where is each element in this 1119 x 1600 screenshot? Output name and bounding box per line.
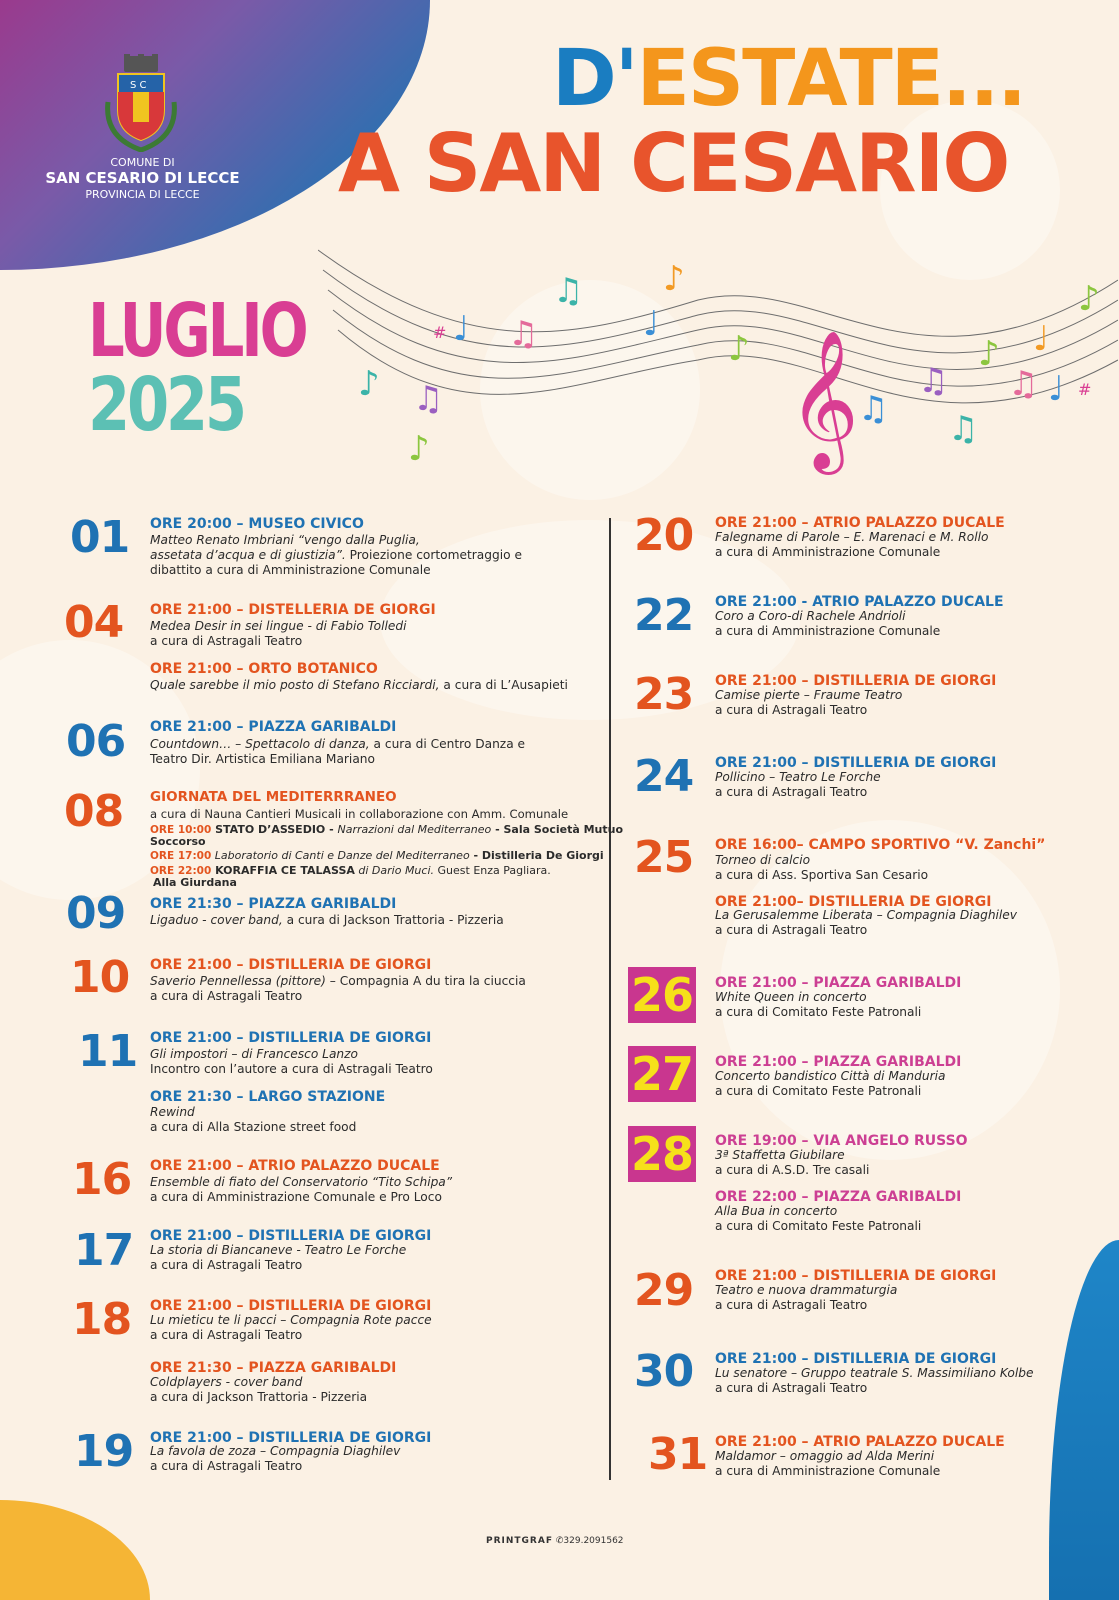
event-title: Camise pierte – Fraume Teatro	[715, 688, 903, 702]
event-organizer: a cura di Astragali Teatro	[150, 1258, 303, 1272]
event-heading: ORE 21:00 – DISTILLERIA DE GIORGI	[715, 1351, 997, 1367]
event-organizer: a cura di Amministrazione Comunale	[715, 624, 941, 638]
event-subline: Soccorso	[150, 835, 206, 848]
event-heading: ORE 21:00 – ORTO BOTANICO	[150, 661, 378, 677]
town-name: SAN CESARIO DI LECCE	[45, 169, 240, 187]
event-organizer: a cura di Astragali Teatro	[715, 1298, 868, 1312]
day-highlight-box	[628, 967, 696, 1023]
event-text: assetata d’acqua e di giustizia”. Proiezione cortometraggio e	[150, 548, 522, 562]
province-name: PROVINCIA DI LECCE	[85, 188, 200, 201]
day-number: 30	[634, 1346, 694, 1397]
event-title: Concerto bandistico Città di Manduria	[715, 1069, 946, 1083]
day-number: 08	[64, 786, 124, 837]
event-title: Coldplayers - cover band	[150, 1375, 303, 1389]
event-heading: ORE 19:00 – VIA ANGELO RUSSO	[715, 1133, 968, 1149]
event-heading: ORE 21:00 – ATRIO PALAZZO DUCALE	[715, 1434, 1005, 1450]
day-number: 10	[70, 952, 130, 1003]
event-title: Lu mieticu te li pacci – Compagnia Rote pacce	[150, 1313, 432, 1327]
event-heading: ORE 21:00 – PIAZZA GARIBALDI	[150, 719, 397, 735]
event-title: Pollicino – Teatro Le Forche	[715, 770, 881, 784]
day-number: 18	[72, 1294, 132, 1345]
music-staff-decoration	[318, 240, 1118, 490]
event-subline: ORE 17:00 Laboratorio di Canti e Danze del Mediterraneo - Distilleria De Giorgi	[150, 849, 604, 862]
event-title: Medea Desir in sei lingue - di Fabio Tolledi	[150, 619, 407, 633]
music-note-icon: ♩	[643, 304, 660, 344]
music-note-icon: ♩	[1048, 369, 1065, 409]
day-number: 11	[78, 1026, 138, 1077]
event-heading: ORE 21:30 – PIAZZA GARIBALDI	[150, 1360, 397, 1376]
event-title: Gli impostori – di Francesco Lanzo	[150, 1047, 358, 1061]
music-note-icon: ♩	[453, 309, 470, 349]
day-number: 06	[66, 716, 126, 767]
event-title: Matteo Renato Imbriani “vengo dalla Puglia,	[150, 533, 420, 547]
event-organizer: Incontro con l’autore a cura di Astragali Teatro	[150, 1062, 433, 1076]
event-heading: ORE 21:00 – DISTELLERIA DE GIORGI	[150, 602, 436, 618]
printer-credit: PRINTGRAF ✆329.2091562	[486, 1536, 624, 1546]
event-subline: Alla Giurdana	[153, 876, 237, 889]
music-note-icon: ♫	[948, 409, 979, 449]
sharp-icon: #	[1078, 380, 1092, 399]
event-heading: ORE 20:00 – MUSEO CIVICO	[150, 516, 364, 532]
event-heading: ORE 21:00 – ATRIO PALAZZO DUCALE	[150, 1158, 440, 1174]
corner-blue-decoration	[1049, 1240, 1119, 1600]
corner-yellow-decoration	[0, 1500, 150, 1600]
event-organizer: dibattito a cura di Amministrazione Comunale	[150, 563, 431, 577]
event-heading: ORE 21:00 – DISTILLERIA DE GIORGI	[715, 1268, 997, 1284]
event-heading: ORE 21:00 - ATRIO PALAZZO DUCALE	[715, 594, 1004, 610]
event-title: 3ª Staffetta Giubilare	[715, 1148, 845, 1162]
day-number: 25	[634, 832, 694, 883]
day-number: 16	[72, 1154, 132, 1205]
event-heading: ORE 21:30 – LARGO STAZIONE	[150, 1089, 386, 1105]
day-number: 09	[66, 888, 126, 939]
music-note-icon: ♪	[1078, 279, 1100, 319]
event-heading: ORE 21:00 – DISTILLERIA DE GIORGI	[150, 957, 432, 973]
event-title: La favola de zoza – Compagnia Diaghilev	[150, 1444, 401, 1458]
day-number: 31	[648, 1429, 708, 1480]
event-organizer: a cura di Comitato Feste Patronali	[715, 1219, 922, 1233]
event-title: Rewind	[150, 1105, 195, 1119]
event-organizer: a cura di Amministrazione Comunale	[715, 1464, 941, 1478]
treble-clef-icon: 𝄞	[788, 330, 859, 469]
event-heading: ORE 21:00 – DISTILLERIA DE GIORGI	[150, 1228, 432, 1244]
day-number: 17	[74, 1225, 134, 1276]
event-subline: ORE 10:00 STATO D’ASSEDIO - Narrazioni dal Mediterraneo - Sala Società Mutuo	[150, 823, 624, 836]
day-number: 01	[70, 512, 130, 563]
month-label: LUGLIO	[88, 288, 306, 374]
phone-icon: ✆	[555, 1536, 564, 1546]
event-title: Ensemble di fiato del Conservatorio “Tito Schipa”	[150, 1175, 453, 1189]
music-note-icon: ♫	[413, 379, 444, 419]
event-title: Falegname di Parole – E. Marenaci e M. Rollo	[715, 530, 989, 544]
event-organizer: a cura di Amministrazione Comunale e Pro Loco	[150, 1190, 442, 1204]
music-note-icon: ♫	[508, 314, 539, 354]
day-number: 20	[634, 510, 694, 561]
comune-label: COMUNE DI	[110, 156, 175, 169]
event-organizer: a cura di Astragali Teatro	[150, 1328, 303, 1342]
music-note-icon: ♪	[728, 329, 750, 369]
event-organizer: Teatro Dir. Artistica Emiliana Mariano	[150, 752, 375, 766]
event-organizer: a cura di Astragali Teatro	[150, 989, 303, 1003]
event-text: Quale sarebbe il mio posto di Stefano Ricciardi, a cura di L’Ausapieti	[150, 678, 568, 692]
day-highlight-box	[628, 1126, 696, 1182]
event-title: La storia di Biancaneve - Teatro Le Forche	[150, 1243, 407, 1257]
event-text: Ligaduo - cover band, a cura di Jackson Trattoria - Pizzeria	[150, 913, 504, 927]
day-number: 29	[634, 1265, 694, 1316]
event-heading: ORE 21:00 – ATRIO PALAZZO DUCALE	[715, 515, 1005, 531]
event-organizer: a cura di Astragali Teatro	[715, 703, 868, 717]
day-number: 26	[630, 968, 693, 1022]
event-heading: ORE 21:00 – DISTILLERIA DE GIORGI	[715, 673, 997, 689]
event-organizer: a cura di Ass. Sportiva San Cesario	[715, 868, 929, 882]
title-line-2: A SAN CESARIO	[338, 117, 1009, 210]
event-organizer: a cura di Astragali Teatro	[715, 923, 868, 937]
event-title: White Queen in concerto	[715, 990, 867, 1004]
day-number: 27	[630, 1047, 693, 1101]
event-organizer: a cura di Jackson Trattoria - Pizzeria	[150, 1390, 368, 1404]
year-label: 2025	[88, 362, 244, 448]
day-number: 04	[64, 597, 124, 648]
event-heading: ORE 22:00 – PIAZZA GARIBALDI	[715, 1189, 962, 1205]
event-subline: ORE 22:00 KORAFFIA CE TALASSA di Dario Muci. Guest Enza Pagliara.	[150, 864, 551, 877]
event-title: Teatro e nuova drammaturgia	[715, 1283, 898, 1297]
music-note-icon: ♫	[858, 389, 889, 429]
music-note-icon: ♪	[408, 429, 430, 469]
event-organizer: a cura di Comitato Feste Patronali	[715, 1084, 922, 1098]
event-title: La Gerusalemme Liberata – Compagnia Diaghilev	[715, 908, 1018, 922]
event-heading: ORE 21:00 – PIAZZA GARIBALDI	[715, 975, 962, 991]
day-number: 28	[630, 1127, 693, 1181]
event-heading: ORE 21:00 – DISTILLERIA DE GIORGI	[150, 1030, 432, 1046]
day-number: 22	[634, 590, 694, 641]
music-note-icon: ♫	[1008, 364, 1039, 404]
event-organizer: a cura di Astragali Teatro	[715, 785, 868, 799]
music-note-icon: ♪	[663, 259, 685, 299]
event-title: Alla Bua in concerto	[715, 1204, 838, 1218]
event-heading: ORE 21:30 – PIAZZA GARIBALDI	[150, 896, 397, 912]
event-text: Countdown… – Spettacolo di danza, a cura di Centro Danza e	[150, 737, 526, 751]
event-text: Saverio Pennellessa (pittore) – Compagnia A du tira la ciuccia	[150, 974, 526, 988]
event-title: Coro a Coro-di Rachele Andrioli	[715, 609, 906, 623]
event-title: Torneo di calcio	[715, 853, 811, 867]
event-organizer: a cura di Alla Stazione street food	[150, 1120, 357, 1134]
event-organizer: a cura di Astragali Teatro	[150, 1459, 303, 1473]
day-number: 19	[74, 1426, 134, 1477]
title-line-1: D'ESTATE...	[552, 34, 1025, 124]
column-divider	[609, 518, 611, 1480]
event-organizer: a cura di Astragali Teatro	[150, 634, 303, 648]
event-heading: ORE 16:00– CAMPO SPORTIVO “V. Zanchi”	[715, 837, 1046, 853]
music-note-icon: ♪	[978, 334, 1000, 374]
music-note-icon: ♫	[553, 271, 584, 311]
event-heading: ORE 21:00– DISTILLERIA DE GIORGI	[715, 894, 992, 910]
event-organizer: a cura di Nauna Cantieri Musicali in collaborazione con Amm. Comunale	[150, 807, 569, 821]
event-organizer: a cura di Astragali Teatro	[715, 1381, 868, 1395]
town-crest-icon	[100, 52, 182, 152]
event-heading: GIORNATA DEL MEDITERRRANEO	[150, 789, 397, 805]
event-heading: ORE 21:00 – DISTILLERIA DE GIORGI	[150, 1298, 432, 1314]
svg-text:S C: S C	[130, 80, 147, 91]
event-organizer: a cura di Amministrazione Comunale	[715, 545, 941, 559]
event-organizer: a cura di A.S.D. Tre casali	[715, 1163, 870, 1177]
day-number: 23	[634, 669, 694, 720]
event-heading: ORE 21:00 – DISTILLERIA DE GIORGI	[150, 1430, 432, 1446]
event-organizer: a cura di Comitato Feste Patronali	[715, 1005, 922, 1019]
music-note-icon: ♩	[1033, 319, 1050, 359]
music-note-icon: ♫	[918, 361, 949, 401]
day-number: 24	[634, 751, 694, 802]
event-heading: ORE 21:00 – DISTILLERIA DE GIORGI	[715, 755, 997, 771]
sharp-icon: #	[433, 323, 447, 342]
event-title: Lu senatore – Gruppo teatrale S. Massimiliano Kolbe	[715, 1366, 1034, 1380]
music-note-icon: ♪	[358, 364, 380, 404]
event-title: Maldamor – omaggio ad Alda Merini	[715, 1449, 935, 1463]
event-heading: ORE 21:00 – PIAZZA GARIBALDI	[715, 1054, 962, 1070]
day-highlight-box	[628, 1046, 696, 1102]
